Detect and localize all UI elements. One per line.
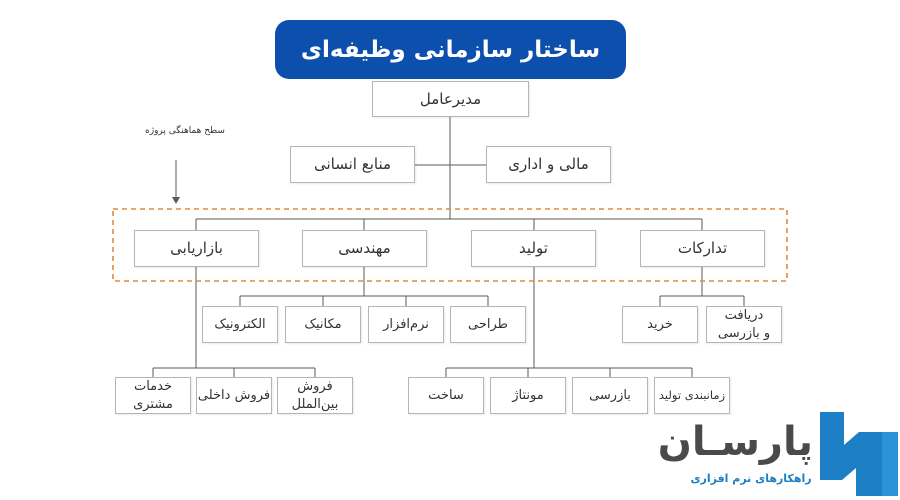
ceo-box: مدیرعامل <box>372 81 529 117</box>
unit-production-scheduling: زمانبندی تولید <box>654 377 730 414</box>
parsan-logo-icon <box>812 410 900 498</box>
unit-design: طراحی <box>450 306 526 343</box>
unit-mechanics: مکانیک <box>285 306 361 343</box>
chart-title: ساختار سازمانی وظیفه‌ای <box>275 20 626 79</box>
unit-electronics: الکترونیک <box>202 306 278 343</box>
finance-box: مالی و اداری <box>486 146 611 183</box>
project-level-note: سطح هماهنگی پروژه <box>145 126 225 136</box>
unit-customer-service: خدمات مشتری <box>115 377 191 414</box>
hr-box: منابع انسانی <box>290 146 415 183</box>
unit-software: نرم‌افزار <box>368 306 444 343</box>
dept-engineering: مهندسی <box>302 230 427 267</box>
unit-receiving-inspection: دریافت و بازرسی <box>706 306 782 343</box>
unit-international-sales: فروش بین‌الملل <box>277 377 353 414</box>
unit-fabrication: ساخت <box>408 377 484 414</box>
dept-procurement: تدارکات <box>640 230 765 267</box>
unit-inspection: بازرسی <box>572 377 648 414</box>
unit-assembly: مونتاژ <box>490 377 566 414</box>
dept-production: تولید <box>471 230 596 267</box>
unit-purchase: خرید <box>622 306 698 343</box>
logo-tagline: راهکارهای نرم افزاری <box>690 472 812 485</box>
dept-marketing: بازاریابی <box>134 230 259 267</box>
unit-domestic-sales: فروش داخلی <box>196 377 272 414</box>
logo-wordmark: پارسـان <box>657 419 813 465</box>
